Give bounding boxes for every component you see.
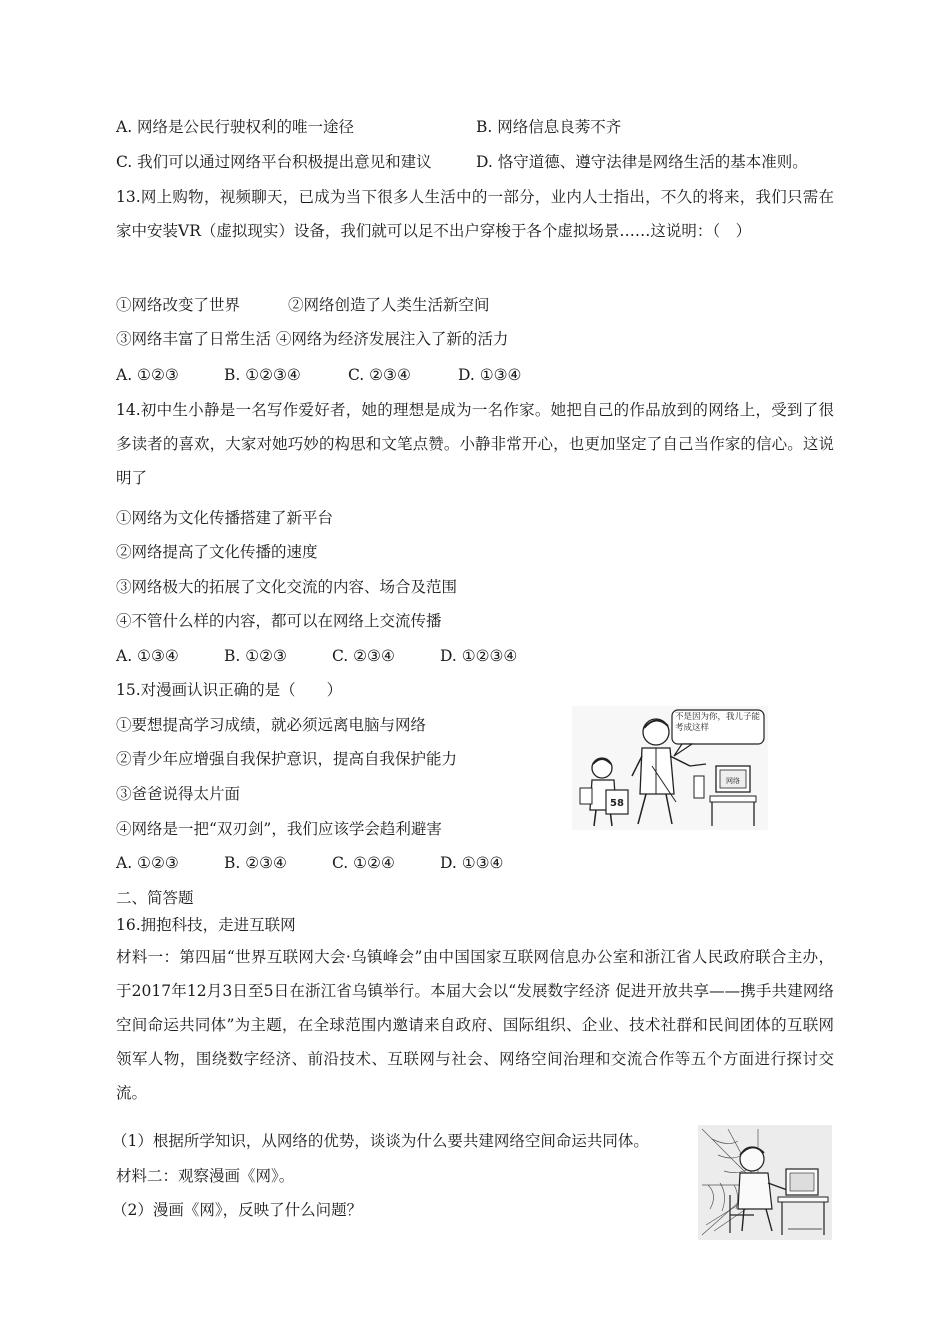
q12-option-row-1 [116, 116, 621, 138]
q12-option-a: A. 网络是公民行驶权利的唯一途径 [116, 118, 355, 136]
q13-option-a: A. ①②③ [116, 366, 179, 384]
q15-stem: 15.对漫画认识正确的是（ ） [116, 681, 343, 699]
q13-item-2: ②网络创造了人类生活新空间 [288, 296, 490, 314]
q13-options [116, 364, 521, 386]
q13-items-row-1 [116, 294, 490, 316]
q15-item-1: ①要想提高学习成绩，就必须远离电脑与网络 [116, 716, 427, 734]
section-heading: 二、简答题 [116, 889, 194, 907]
q14-item-4: ④不管什么样的内容，都可以在网络上交流传播 [116, 612, 442, 630]
q15-option-a: A. ①②③ [116, 854, 179, 872]
q16-material-1: 材料一：第四届“世界互联网大会·乌镇峰会”由中国国家互联网信息办公室和浙江省人民政府联合主办，于2017年12月3日至5日在浙江省乌镇举行。本届大会以“发展数字经济 促进开放共享——携手共建网络空间命运共同体”为主题，在全球范围内邀请来自政府、国际组织、企业、技术社群和民间团体的互联网领军人物，围绕数字经济、前沿技术、互联网与社会、网络空间治理和交流合作等五个方面进行探讨交流。 [116, 948, 834, 1102]
q14-option-d: D. ①②③④ [440, 647, 518, 665]
q15-item-2: ②青少年应增强自我保护意识，提高自我保护能力 [116, 750, 458, 768]
q12-option-d: D. 恪守道德、遵守法律是网络生活的基本准则。 [476, 153, 808, 171]
q12-option-b: B. 网络信息良莠不齐 [476, 118, 622, 136]
q13-item-1: ①网络改变了世界 [116, 296, 241, 314]
q16-material-2: 材料二：观察漫画《网》。 [116, 1167, 295, 1185]
q16-subquestion-1: （1）根据所学知识，从网络的优势，谈谈为什么要共建网络空间命运共同体。 [112, 1132, 649, 1150]
cartoon-net-web [698, 1125, 832, 1240]
q15-option-c: C. ①②④ [332, 854, 395, 872]
q14-option-c: C. ②③④ [332, 647, 395, 665]
q13-option-b: B. ①②③④ [224, 366, 301, 384]
q13-stem: 13.网上购物，视频聊天，已成为当下很多人生活中的一部分，业内人士指出，不久的将来，我们只需在家中安装VR（虚拟现实）设备，我们就可以足不出户穿梭于各个虚拟场景……这说明：（ ） [116, 188, 834, 240]
screen-text: 网络 [726, 777, 740, 785]
q14-stem: 14.初中生小静是一名写作爱好者，她的理想是成为一名作家。她把自己的作品放到的网络上，受到了很多读者的喜欢，大家对她巧妙的构思和文笔点赞。小静非常开心，也更加坚定了自己当作家的信心。这说明了 [116, 401, 834, 487]
q14-options [116, 645, 517, 667]
q12-option-row-2 [116, 151, 808, 173]
q13-option-c: C. ②③④ [348, 366, 411, 384]
q16-subquestion-2: （2）漫画《网》，反映了什么问题？ [112, 1201, 363, 1219]
q14-item-3: ③网络极大的拓展了文化交流的内容、场合及范围 [116, 578, 458, 596]
q15-item-3: ③爸爸说得太片面 [116, 785, 241, 803]
q16-title: 16.拥抱科技，走进互联网 [116, 916, 296, 934]
q15-option-d: D. ①③④ [440, 854, 504, 872]
q13-items-row-2: ③网络丰富了日常生活 ④网络为经济发展注入了新的活力 [116, 330, 509, 348]
cartoon-father-son-computer [572, 706, 768, 830]
q14-option-b: B. ①②③ [224, 647, 287, 665]
q12-option-c: C. 我们可以通过网络平台积极提出意见和建议 [116, 153, 432, 171]
q15-item-4: ④网络是一把“双刃剑”，我们应该学会趋利避害 [116, 820, 442, 838]
q14-item-2: ②网络提高了文化传播的速度 [116, 543, 318, 561]
q14-option-a: A. ①③④ [116, 647, 179, 665]
score-text: 58 [610, 798, 624, 809]
q14-item-1: ①网络为文化传播搭建了新平台 [116, 509, 334, 527]
q15-option-b: B. ②③④ [224, 854, 287, 872]
q15-options [116, 852, 503, 874]
speech-text: 不是因为你，我儿子能考成这样 [675, 712, 761, 733]
q13-option-d: D. ①③④ [458, 366, 522, 384]
